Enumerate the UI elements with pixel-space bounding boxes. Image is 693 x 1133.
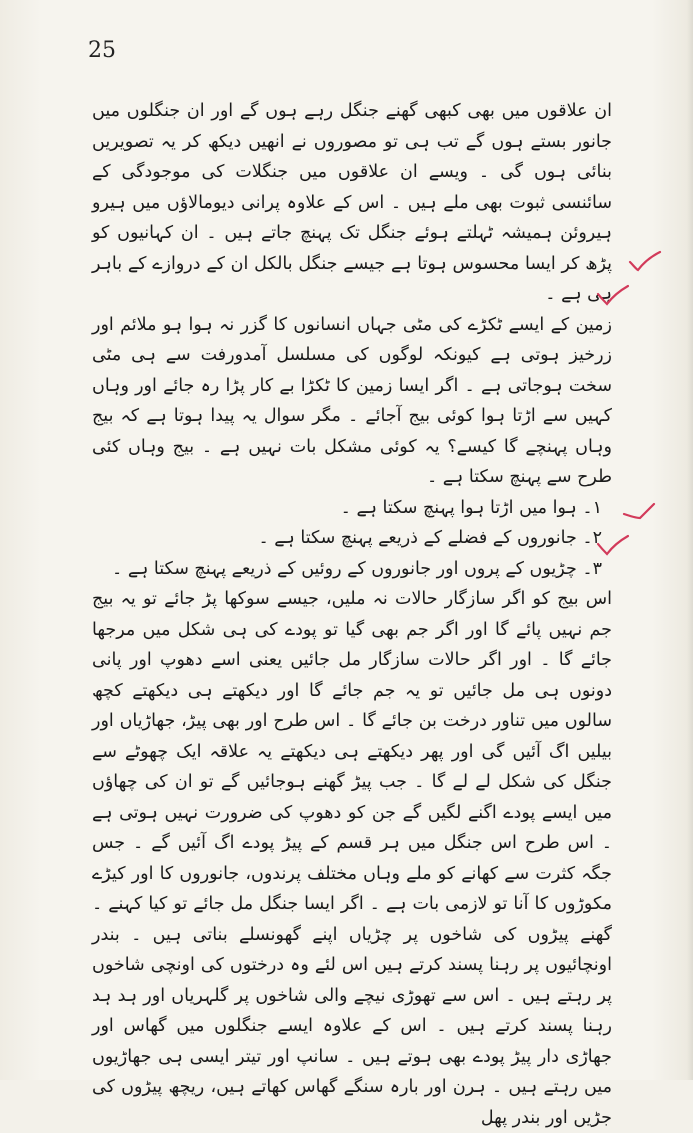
page-number: 25 [88,38,116,63]
red-check-mark-icon [628,250,662,272]
body-text [92,96,612,1133]
red-check-mark-icon [596,534,630,556]
paragraph-3: اس بیج کو اگر سازگار حالات نہ ملیں، جیسے سوکھا پڑ جائے تو یہ بیج جم نہیں پائے گا اور اگر جم بھی گیا تو پودے کی ہی شکل میں مرجھا جائے گا ۔ اور اگر حالات سازگار مل جائیں یعنی اسے دھوپ اور پانی دونوں ہی مل جائیں تو یہ جم جائے گا اور دیکھتے ہی دیکھتے کچھ سالوں میں تناور درخت بن جائے گا ۔ اس طرح اور بھی پیڑ، جھاڑیاں اور بیلیں اگ آئیں گی اور پھر دیکھتے ہی دیکھتے یہ علاقہ ایک چھوٹے سے جنگل کی شکل لے لے گا ۔ جب پیڑ گھنے ہوجائیں گے تو ان کی چھاؤں میں ایسے پودے اگنے لگیں گے جن کو دھوپ کی ضرورت نہیں ہوتی ہے ۔ اس طرح اس جنگل میں ہر قسم کے پیڑ پودے اگ آئیں گے ۔ جس جگہ کثرت سے کھانے کو ملے وہاں مختلف پرندوں، جانوروں کا اور کیڑے مکوڑوں کا آنا تو لازمی بات ہے ۔ اگر ایسا جنگل مل جائے تو کیا کہنے ۔ گھنے پیڑوں کی شاخوں پر چڑیاں اپنے گھونسلے بناتی ہیں ۔ بندر اونچائیوں پر رہنا پسند کرتے ہیں اس لئے وہ درختوں کی اونچی شاخوں پر رہتے ہیں ۔ اس سے تھوڑی نیچے والی شاخوں پر گلہریاں اور ہد ہد رہنا پسند کرتے ہیں ۔ اس کے علاوہ ایسے جنگلوں میں گھاس اور جھاڑی دار پیڑ پودے بھی ہوتے ہیں ۔ سانپ اور تیتر ایسی ہی جھاڑیوں میں رہتے ہیں ۔ ہرن اور بارہ سنگے گھاس کھاتے ہیں، ریچھ پیڑوں کی جڑیں اور بندر پھل [92,589,612,1128]
list-item-3: ۳۔ چڑیوں کے پروں اور جانوروں کے روئیں کے ذریعے پہنچ سکتا ہے ۔ [112,558,602,579]
paragraph-1: ان علاقوں میں بھی کبھی گھنے جنگل رہے ہوں گے اور ان جنگلوں میں جانور بستے ہوں گے تب ہی تو مصوروں نے انھیں دیکھ کر یہ تصویریں بنائی ہوں گی ۔ ویسے ان علاقوں میں جنگلات کی موجودگی کے سائنسی ثبوت بھی ملے ہیں ۔ اس کے علاوہ پرانی دیومالاؤں میں ہیرو ہیروئن ہمیشہ ٹہلتے ہوئے جنگل تک پہنچ جاتے ہیں ۔ ان کہانیوں کو پڑھ کر ایسا محسوس ہوتا ہے جیسے جنگل بالکل ان کے دروازے کے باہر ہی ہے ۔ [92,101,612,304]
list-item-2: ۲۔ جانوروں کے فضلے کے ذریعے پہنچ سکتا ہے ۔ [258,528,602,548]
red-check-mark-icon [622,500,656,522]
red-check-mark-icon [596,284,630,306]
paragraph-2: زمین کے ایسے ٹکڑے کی مٹی جہاں انسانوں کا گزر نہ ہوا ہو ملائم اور زرخیز ہوتی ہے کیونکہ لوگوں کی مسلسل آمدورفت سے ہی مٹی سخت ہوجاتی ہے ۔ اگر ایسا زمین کا ٹکڑا بے کار پڑا رہ جائے اور وہاں کہیں سے اڑتا ہوا کوئی بیج آجائے ۔ مگر سوال یہ پیدا ہوتا ہے کہ بیج وہاں پہنچے گا کیسے؟ یہ کوئی مشکل بات نہیں ہے ۔ بیج وہاں کئی طرح سے پہنچ سکتا ہے ۔ [92,314,612,487]
page-edge-shadow [687,0,693,1080]
list-item-1: ۱۔ ہوا میں اڑتا ہوا پہنچ سکتا ہے ۔ [340,497,602,518]
